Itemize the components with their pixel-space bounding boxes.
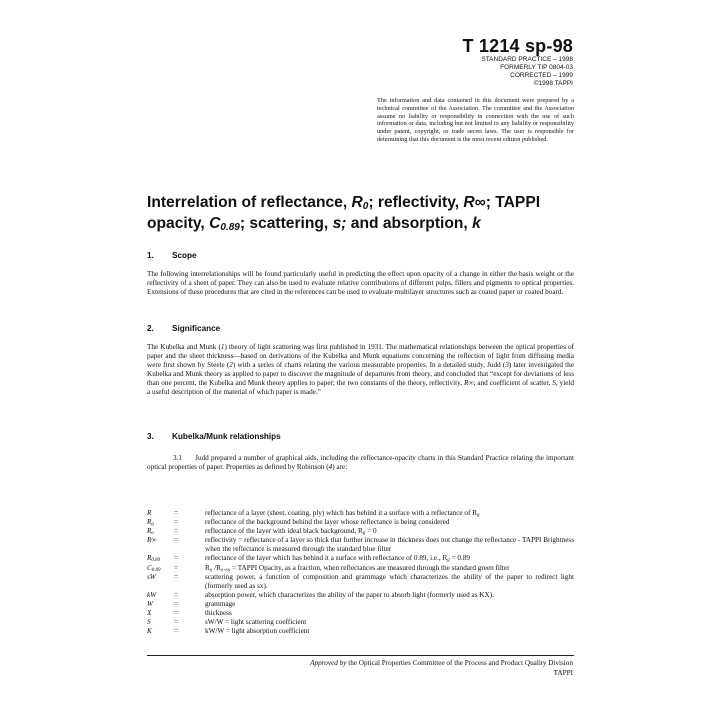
subsection-number: 3.1 xyxy=(173,454,182,462)
title-text-3: ; TAPPI opacity, xyxy=(147,194,541,232)
footer-divider xyxy=(147,655,574,656)
definition-row xyxy=(147,600,574,609)
def-symbol: R xyxy=(147,509,152,517)
title-k: k xyxy=(472,215,481,232)
definition-row xyxy=(147,564,574,573)
standard-number: T 1214 sp-98 xyxy=(462,36,573,56)
def-text: reflectance of the layer which has behind it a surface with reflectance of 0.89, i.e., $R_g = 0.89$ xyxy=(205,554,471,564)
def-symbol: S xyxy=(147,618,151,627)
def-text: reflectance of a layer (sheet, coating, ply) which has behind it a surface with a reflectance of $R_g$ xyxy=(205,509,480,518)
def-text: R₀ /R₀.₈₉ = TAPPI Opacity, as a fraction, when reflectances are measured through the standard green filter xyxy=(205,563,510,572)
def-text: kW/W = light absorption coefficient xyxy=(205,627,310,636)
def-symbol: kW xyxy=(147,590,157,599)
text-run: , yield a useful description of the material of which paper is made.” xyxy=(147,379,574,397)
text-run: The Kubelka and Munk ( xyxy=(147,343,221,351)
definitions-list xyxy=(147,509,574,636)
approval-line xyxy=(146,659,573,669)
approved-text: the Optical Properties Committee of the Process and Product Quality Division xyxy=(346,659,573,667)
def-equals: = xyxy=(174,563,179,572)
meta-line-2: FORMERLY TIP 0804-03 xyxy=(500,64,573,71)
def-text: reflectance of the background behind the layer whose reflectance is being considered xyxy=(205,518,450,527)
def-equals: = xyxy=(174,599,179,608)
definition-row xyxy=(147,554,574,563)
significance-paragraph xyxy=(147,343,574,398)
title-s: s; xyxy=(332,215,347,232)
symbol-s: S xyxy=(552,379,556,388)
title-r0-sub: 0 xyxy=(362,201,369,212)
reference-2: 2 xyxy=(229,361,233,370)
title-c-sub: 0.89 xyxy=(220,222,240,233)
title-text-2: ; reflectivity, xyxy=(368,194,464,211)
definition-row xyxy=(147,591,574,600)
text-run: ; and coefficient of scatter, xyxy=(473,379,553,388)
section-number: 1. xyxy=(147,251,154,260)
definition-row xyxy=(147,618,574,627)
title-text-1: Interrelation of reflectance, xyxy=(147,194,352,211)
def-equals: = xyxy=(174,536,179,545)
meta-line-3: CORRECTED – 1999 xyxy=(510,72,573,79)
section-heading-kubelka xyxy=(147,432,281,441)
def-symbol: K xyxy=(147,627,152,636)
def-symbol: $R_g$ xyxy=(147,518,154,528)
title-text-4: ; scattering, xyxy=(239,215,333,232)
def-text: absorption power, which characterizes the ability of the paper to absorb light (formerly used as KX). xyxy=(205,590,494,599)
text-run: Judd prepared a number of graphical aids, including the reflectance-opacity charts in this Standard Practice relating the important optical properties of paper. Properties as defined by Robinson ( xyxy=(147,454,574,472)
def-text: reflectivity = reflectance of a layer so thick that further increase in thickness does not change the reflectance - TAPPI Brightness when the reflectance is measured through the standard blue filter xyxy=(205,536,574,554)
definition-row xyxy=(147,573,574,591)
def-equals: = xyxy=(174,609,179,618)
definition-row xyxy=(147,509,574,518)
def-symbol: R∞ xyxy=(147,536,157,545)
text-run: ) later investigated the Kubelka and Munk theory as applied to paper to discover the magnitude of departures from theory, and concluded that “except for deviations of less than one percent, the Kubelka and Munk theory applies to paper; the two constants of the theory, reflectivity, xyxy=(147,361,574,388)
title-c: C xyxy=(209,215,221,232)
def-equals: = xyxy=(174,554,179,563)
document-title xyxy=(147,192,587,234)
scope-paragraph: The following interrelationships will be found particularly useful in predicting the effect upon opacity of a change in either the basis weight or the reflectivity of a sheet of paper. They can also be used to evaluate relative contributions of different pulps, fillers and pigments to optical properties. Extensions of these procedures that are cited in the references can be used to evaluate multilayer structures such as coated paper or coated board. xyxy=(147,270,574,297)
definition-row xyxy=(147,527,574,536)
def-equals: = xyxy=(174,527,179,536)
def-text: grammage xyxy=(205,599,236,608)
text-run: ) with a series of charts relating the various measurable properties. In a detailed study, Judd ( xyxy=(232,361,506,370)
def-equals: = xyxy=(174,618,179,627)
reference-3: 3 xyxy=(505,361,509,370)
definition-row xyxy=(147,627,574,636)
section-title: Kubelka/Munk relationships xyxy=(172,432,281,441)
approved-label: Approved by xyxy=(310,659,347,667)
section-heading-significance xyxy=(147,324,220,333)
def-equals: = xyxy=(174,572,179,581)
def-symbol: $R_{0.89}$ xyxy=(147,554,161,564)
title-r0: R xyxy=(351,194,363,211)
text-run: ) are: xyxy=(332,463,348,472)
section-title: Significance xyxy=(172,324,221,333)
section-number: 2. xyxy=(147,324,154,333)
def-symbol: sW xyxy=(147,572,156,581)
symbol-rinf: R∞ xyxy=(463,379,474,388)
def-text: thickness xyxy=(205,609,232,618)
footer xyxy=(146,659,573,678)
standard-header xyxy=(463,36,573,88)
meta-line-1: STANDARD PRACTICE – 1998 xyxy=(481,56,573,63)
def-equals: = xyxy=(174,590,179,599)
def-text: sW/W = light scattering coefficient xyxy=(205,618,307,627)
reference-4: 4 xyxy=(328,463,333,472)
def-equals: = xyxy=(174,509,179,517)
def-equals: = xyxy=(174,518,179,527)
def-symbol: $C_{0.89}$ xyxy=(147,563,161,573)
def-text: reflectance of the layer with ideal black background, $R_g = 0$ xyxy=(205,527,377,537)
definition-row xyxy=(147,518,574,527)
definition-row xyxy=(147,609,574,618)
def-symbol: $R_o$ xyxy=(147,527,154,537)
title-text-5: and absorption, xyxy=(346,215,473,232)
def-symbol: W xyxy=(147,599,153,608)
def-equals: = xyxy=(174,627,179,636)
text-run: ) theory of light scattering was first published in 1931. The mathematical relationships between the optical properties of paper and the sheet thickness—based on derivations of the Kubelka and Munk equations concerning the reflection of light from diffusing media were first shown by Steele ( xyxy=(147,343,574,370)
definition-row xyxy=(147,536,574,554)
meta-line-4: ©1998 TAPPI xyxy=(533,80,573,87)
section-title: Scope xyxy=(172,251,197,260)
section-heading-scope xyxy=(147,251,197,260)
footer-org: TAPPI xyxy=(553,668,573,677)
kubelka-paragraph xyxy=(147,454,574,472)
reference-1: 1 xyxy=(220,343,225,351)
def-text: scattering power, a function of composition and grammage which characterizes the ability of the paper to redirect light (formerly used as sx). xyxy=(205,572,574,590)
title-rinf: R∞ xyxy=(463,194,486,211)
disclaimer: The information and data contained in this document were prepared by a technical committee of the Association. The committee and the Association assume no liability or responsibility in connection with the use of such information or data, including but not limited to any liability or responsibility under patent, copyright, or trade secret laws. The user is responsible for determining that this document is the most recent edition published. xyxy=(377,97,574,143)
def-symbol: X xyxy=(147,609,152,618)
section-number: 3. xyxy=(147,432,154,441)
